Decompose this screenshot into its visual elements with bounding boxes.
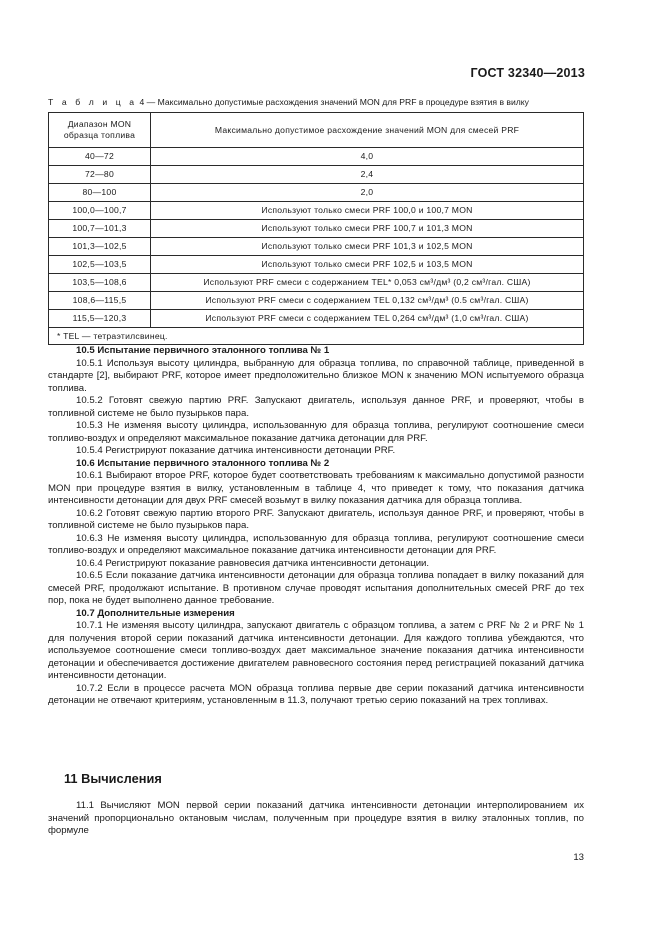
table-row bbox=[49, 166, 584, 184]
heading-10-6: 10.6 Испытание первичного эталонного топлива № 2 bbox=[76, 457, 330, 469]
cell-value: Используют PRF смеси с содержанием TEL 0,264 см³/дм³ (1,0 см³/гал. США) bbox=[151, 310, 584, 328]
paragraph-10-5-2: 10.5.2 Готовят свежую партию PRF. Запускают двигатель, используя данное PRF, и проверяют, чтобы в топливной системе не было пузырьков пара. bbox=[48, 395, 584, 419]
cell-range: 102,5—103,5 bbox=[49, 256, 151, 274]
paragraph-11-1: 11.1 Вычисляют MON первой серии показаний датчика интенсивности детонации интерполированием их значений пропорционально октановым числам, полученным при процедуре взятия в вилку эталонных топлив, по формуле bbox=[48, 800, 584, 836]
section-11-text bbox=[48, 800, 584, 838]
cell-range: 101,3—102,5 bbox=[49, 238, 151, 256]
page-number: 13 bbox=[573, 852, 584, 863]
paragraph-10-6-1: 10.6.1 Выбирают второе PRF, которое будет соответствовать требованиям к максимально допустимой разности MON при процедуре взятия в вилку, установленным в таблице 4, что приведет к тому, что показания датчика интенсивности детонации для двух PRF смесей возьмут в вилку показания датчика для образца топлива. bbox=[48, 470, 584, 506]
paragraph-10-7-2: 10.7.2 Если в процессе расчета MON образца топлива первые две серии показаний датчика интенсивности детонации не отвечают критериям, установленным в 11.3, получают третью серию показаний на трех топливах. bbox=[48, 682, 584, 706]
cell-value: Используют только смеси PRF 100,0 и 100,7 MON bbox=[151, 202, 584, 220]
table-footnote: * TEL — тетраэтилсвинец. bbox=[49, 328, 584, 345]
cell-range: 100,0—100,7 bbox=[49, 202, 151, 220]
cell-range: 115,5—120,3 bbox=[49, 310, 151, 328]
col-header-max-deviation: Максимально допустимое расхождение значений MON для смесей PRF bbox=[151, 113, 584, 148]
cell-value: Используют PRF смеси с содержанием TEL* 0,053 см³/дм³ (0,2 см³/гал. США) bbox=[151, 274, 584, 292]
table-row bbox=[49, 274, 584, 292]
table-row bbox=[49, 310, 584, 328]
cell-value: Используют PRF смеси с содержанием TEL 0,132 см³/дм³ (0.5 см³/гал. США) bbox=[151, 292, 584, 310]
cell-value: Используют только смеси PRF 102,5 и 103,5 MON bbox=[151, 256, 584, 274]
paragraph-10-5-3: 10.5.3 Не изменяя высоту цилиндра, использованную для образца топлива, регулируют соотношение смеси топливо-воздух и определяют максимальное показание датчика детонации для PRF. bbox=[48, 420, 584, 444]
cell-value: 4,0 bbox=[151, 148, 584, 166]
table-header-row bbox=[49, 113, 584, 148]
table-caption-prefix: Т а б л и ц а bbox=[48, 97, 138, 107]
cell-value: Используют только смеси PRF 100,7 и 101,3 MON bbox=[151, 220, 584, 238]
table-row bbox=[49, 238, 584, 256]
standard-id: ГОСТ 32340—2013 bbox=[470, 66, 585, 80]
cell-value: Используют только смеси PRF 101,3 и 102,5 MON bbox=[151, 238, 584, 256]
cell-range: 40—72 bbox=[49, 148, 151, 166]
table-row bbox=[49, 148, 584, 166]
table-caption bbox=[48, 97, 628, 107]
table-caption-text: 4 — Максимально допустимые расхождения значений MON для PRF в процедуре взятия в вилку bbox=[139, 97, 529, 107]
paragraph-10-7-1: 10.7.1 Не изменяя высоту цилиндра, запускают двигатель с образцом топлива, а затем с PRF № 2 и PRF № 1 для получения второй серии показаний датчика интенсивности детонации. Для каждого топлива убеждаются, что используемое соотношение смеси топливо-воздух дает максимальное значение показания датчика интенсивности детонации и обеспечивается достижение двигателем равновесного состояния перед регистрацией показаний датчика интенсивности детонации. bbox=[48, 620, 584, 681]
paragraph-10-6-5: 10.6.5 Если показание датчика интенсивности детонации для образца топлива попадает в вилку показаний для смесей PRF, продолжают испытание. В противном случае проводят испытания дополнительных смесей PRF до тех пор, пока не будет выполнено данное требование. bbox=[48, 570, 584, 606]
table-row bbox=[49, 220, 584, 238]
paragraph-10-5-4: 10.5.4 Регистрируют показание датчика интенсивности детонации PRF. bbox=[76, 445, 396, 456]
cell-range: 100,7—101,3 bbox=[49, 220, 151, 238]
cell-range: 80—100 bbox=[49, 184, 151, 202]
cell-range: 72—80 bbox=[49, 166, 151, 184]
cell-value: 2,0 bbox=[151, 184, 584, 202]
table-row bbox=[49, 202, 584, 220]
heading-section-11: 11 Вычисления bbox=[64, 771, 162, 786]
cell-value: 2,4 bbox=[151, 166, 584, 184]
cell-range: 108,6—115,5 bbox=[49, 292, 151, 310]
table-row bbox=[49, 256, 584, 274]
paragraph-10-5-1: 10.5.1 Используя высоту цилиндра, выбранную для образца топлива, по справочной таблице, приведенной в стандарте [2], выбирают PRF, которое имеет предположительно близкое MON к значению MON испытуемого образца топлива. bbox=[48, 357, 584, 394]
table-row bbox=[49, 184, 584, 202]
table-footnote-row bbox=[49, 328, 584, 345]
mon-deviation-table bbox=[48, 112, 584, 345]
heading-10-5: 10.5 Испытание первичного эталонного топлива № 1 bbox=[76, 345, 330, 356]
heading-10-7: 10.7 Дополнительные измерения bbox=[76, 607, 235, 619]
table-row bbox=[49, 292, 584, 310]
paragraph-10-6-3: 10.6.3 Не изменяя высоту цилиндра, использованную для образца топлива, регулируют соотношение смеси топливо-воздух и определяют максимальное показание датчика интенсивности детонации для PRF. bbox=[48, 532, 584, 556]
cell-range: 103,5—108,6 bbox=[49, 274, 151, 292]
col-header-mon-range: Диапазон MON образца топлива bbox=[49, 113, 151, 148]
section-10-text bbox=[48, 345, 584, 708]
paragraph-10-6-4: 10.6.4 Регистрируют показание равновесия датчика интенсивности детонации. bbox=[76, 557, 430, 569]
paragraph-10-6-2: 10.6.2 Готовят свежую партию второго PRF. Запускают двигатель, используя данное PRF, и проверяют, чтобы в топливной системе не было пузырьков пара. bbox=[48, 507, 584, 531]
